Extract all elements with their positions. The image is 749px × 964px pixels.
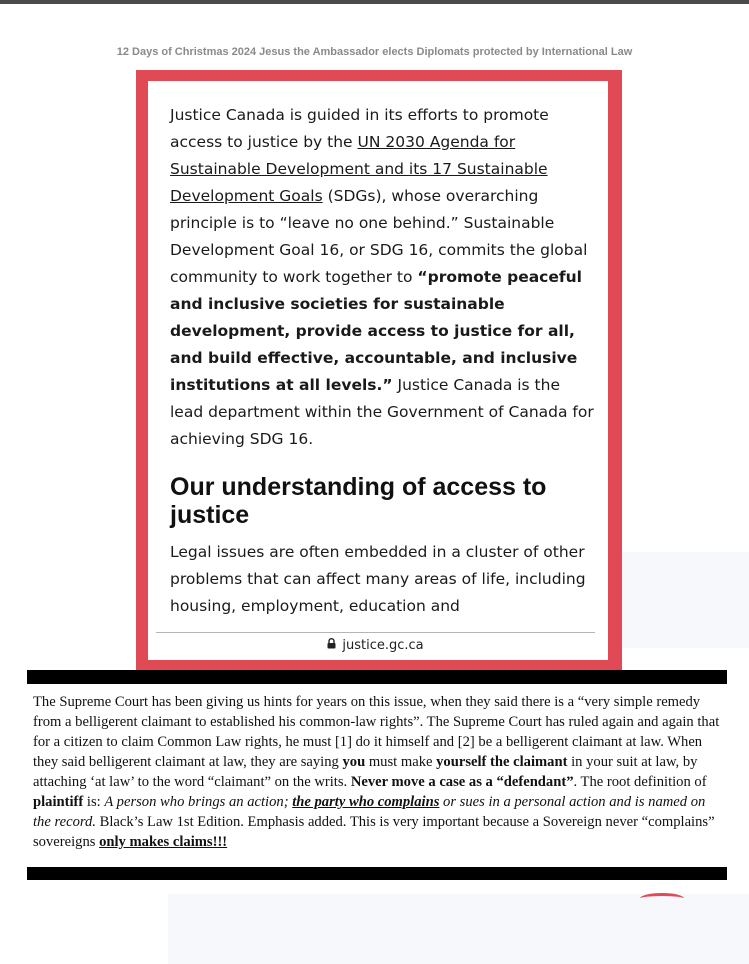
second-paragraph: Legal issues are often embedded in a cluster of other problems that can affect many areas of life, including housing, employment, education and [170, 543, 586, 615]
sdg-agenda-link[interactable]: UN 2030 Agenda for Sustainable Development and its 17 Sustainable Development Goals [170, 133, 548, 205]
quote-block [27, 670, 727, 880]
article-body [170, 102, 595, 620]
background-panel-bottom [168, 894, 749, 964]
url-text: justice.gc.ca [342, 638, 424, 653]
background-panel [620, 552, 749, 648]
intro-paragraph: Justice Canada is guided in its efforts to promote access to justice by the UN 2030 Agenda for Sustainable Development and its 17 Sustainable Development Goals (SDGs), whose overarching principle is to “leave no one behind.” Sustainable Development Goal 16, or SDG 16, commits the global community to work together to “promote peaceful and inclusive societies for sustainable development, provide access to justice for all, and build effective, accountable, and inclusive institutions at all levels.” Justice Canada is the lead department within the Government of Canada for achieving SDG 16. [170, 106, 594, 448]
top-rule [0, 0, 749, 4]
red-arc [640, 893, 684, 904]
lock-icon [327, 633, 336, 659]
page-header: 12 Days of Christmas 2024 Jesus the Ambassador elects Diplomats protected by International Law [116, 46, 633, 58]
url-bar[interactable] [156, 632, 595, 660]
quote-text: The Supreme Court has been giving us hints for years on this issue, when they said there is a “very simple remedy from a belligerent claimant to established his common-law rights”. The Supreme Court has ruled again and again that for a citizen to claim Common Law rights, he must [1] do it himself and [2] be a belligerent claimant at law. When they said belligerent claimant at law, they are saying you must make yourself the claimant in your suit at law, by attaching ‘at law’ to the word “claimant” on the writs. Never move a case as a “defendant”. The root definition of plaintiff is: A person who brings an action; the party who complains or sues in a personal action and is named on the record. Black’s Law 1st Edition. Emphasis added. This is very important because a Sovereign never “complains” sovereigns only makes claims!!! [33, 694, 720, 850]
section-heading: Our understanding of access to justice [170, 473, 547, 529]
screenshot-card [148, 81, 608, 660]
sdg16-quote: “promote peaceful and inclusive societies for sustainable development, provide access to justice for all, and build effective, accountable, and inclusive institutions at all levels.” [170, 268, 582, 394]
